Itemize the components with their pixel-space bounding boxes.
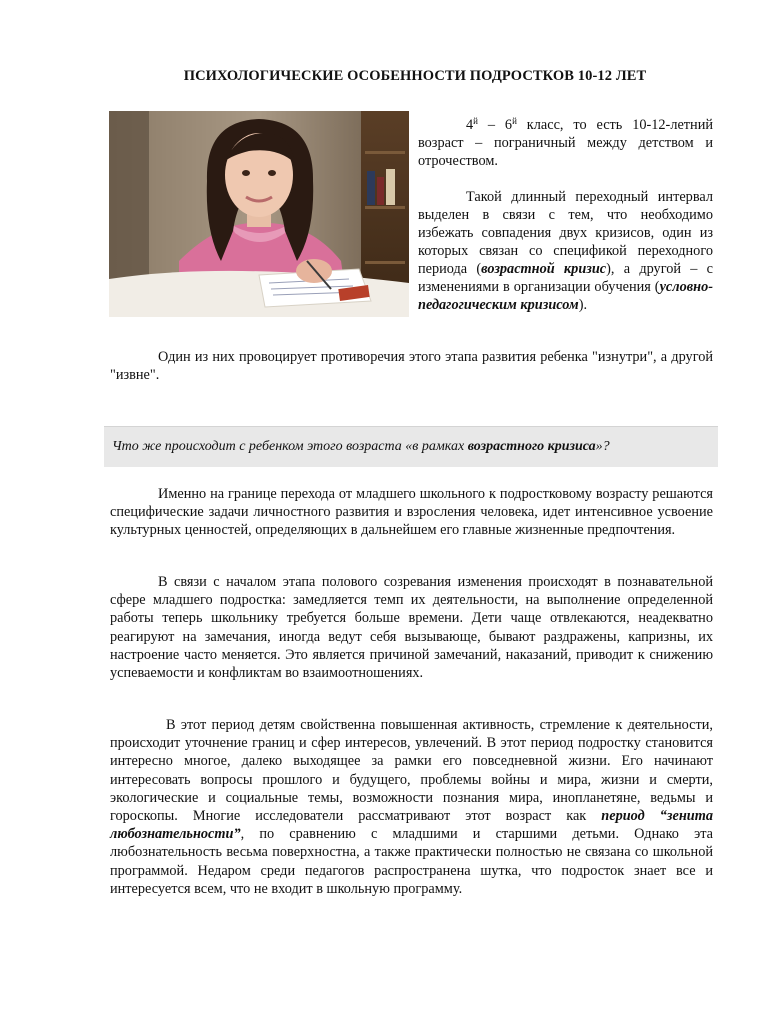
- age-crisis-term: возрастной кризис: [481, 261, 607, 277]
- puberty-paragraph: В связи с началом этапа полового созревания изменения происходят в познавательной сфере младшего подростка: замедляется темп их деятельности, на выполнение определенной работы теперь школьнику требуется больше времени. Дети чаще отвлекаются, неадекватно реагируют на замечания, иногда ведут себя вызывающе, бывают раздражены, капризны, их настроение часто меняется. Это является причиной замечаний, наказаний, приводит к снижению успеваемости и конфликтам во взаимоотношениях.: [110, 574, 713, 682]
- grade-end: 6: [504, 117, 513, 133]
- pedagogical-crisis-term: условно-педагогическим кризисом: [418, 279, 713, 313]
- interval-text: ), а другой – с изменениями в организации обучения (: [418, 261, 713, 295]
- curiosity-peak-term: период “зенита любознательности”: [110, 808, 713, 843]
- interval-text: ).: [578, 297, 588, 313]
- intro-column: [418, 112, 713, 314]
- interval-text: Такой длинный переходный интервал выделен в связи с тем, что необходимо избежать совпадения двух кризисов, один из которых связан со спецификой переходного периода (: [418, 189, 713, 277]
- photo-illustration: [109, 111, 409, 317]
- activity-text: , по сравнению с младшими и старшими детьми. Однако эта любознательность весьма поверхностна, а также практически полностью не связана со школьной программой. Недаром среди педагогов распространена шутка, что подросток знает все и интересуется всем, что не входит в школьную программу.: [110, 826, 713, 897]
- activity-paragraph: [110, 716, 713, 898]
- ordinal-suffix: й: [512, 116, 517, 126]
- question-part: »?: [595, 439, 610, 454]
- girl-writing-photo: [109, 111, 409, 317]
- question-term: возрастного кризиса: [467, 439, 596, 454]
- question-text: [112, 439, 712, 455]
- grade-start: 4: [466, 117, 474, 133]
- ordinal-suffix: й: [473, 116, 478, 126]
- question-part: Что же происходит с ребенком этого возраста «в рамках: [112, 439, 468, 454]
- contradictions-paragraph: Один из них провоцирует противоречия этого этапа развития ребенка "изнутри", а другой "извне".: [110, 349, 713, 384]
- boundary-paragraph: Именно на границе перехода от младшего школьного к подростковому возрасту решаются специфические задачи личностного развития и взросления человека, идет интенсивное усвоение культурных ценностей, определяющих в дальнейшем его главные жизненные предпочтения.: [110, 486, 713, 539]
- interval-paragraph: [418, 188, 713, 314]
- question-callout: [104, 426, 718, 467]
- activity-text: В этот период детям свойственна повышенная активность, стремление к деятельности, происходит уточнение границ и сфер интересов, увлечений. В этот период подростку становится интересно многое, далеко выходящее за рамки его повседневной жизни. Его начинают интересовать вопросы прошлого и будущего, проблемы войны и мира, жизни и смерти, экологические и социальные темы, возможности познания мира, инопланетяне, ведьмы и гороскопы. Многие исследователи рассматривают этот возраст как: [110, 717, 713, 825]
- page-title: ПСИХОЛОГИЧЕСКИЕ ОСОБЕННОСТИ ПОДРОСТКОВ 10-12 ЛЕТ: [183, 68, 647, 84]
- intro-paragraph: [418, 112, 713, 170]
- dash: –: [477, 117, 505, 133]
- intro-text: класс, то есть 10-12-летний возраст – пограничный между детством и отрочеством.: [418, 117, 713, 169]
